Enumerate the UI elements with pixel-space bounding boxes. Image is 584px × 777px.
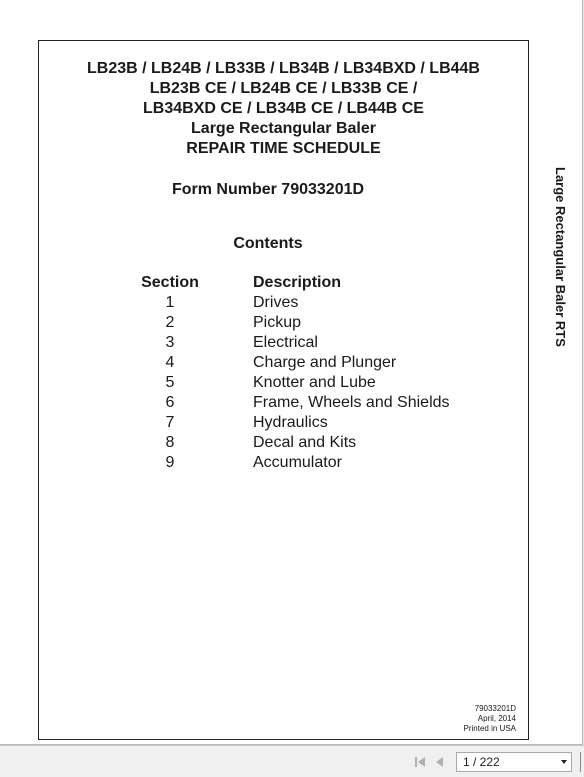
form-number: Form Number 79033201D (171, 181, 365, 198)
toc-section-description: Accumulator (253, 454, 342, 471)
toc-description-header: Description (253, 274, 342, 291)
toc-section-number: 5 (165, 374, 175, 391)
toc-row (130, 433, 490, 453)
first-page-icon[interactable] (412, 754, 428, 770)
title-line-product: Large Rectangular Baler (191, 120, 376, 137)
viewer-toolbar (0, 745, 584, 777)
toc-row (130, 293, 490, 313)
toc-section-number: 7 (165, 414, 175, 431)
spine-text: Large Rectangular Baler RTS (553, 167, 568, 347)
toc-section-description: Drives (253, 294, 299, 311)
toc-row (130, 313, 490, 333)
toc-section-number: 3 (165, 334, 175, 351)
toc-section-number: 4 (165, 354, 175, 371)
toc-section-number: 6 (165, 394, 175, 411)
title-line-models-3: LB34BXD CE / LB34B CE / LB44B CE (143, 100, 424, 117)
toc-section-description: Decal and Kits (253, 434, 357, 451)
toc-row (130, 393, 490, 413)
toc-section-description: Pickup (253, 314, 302, 331)
title-block (38, 59, 529, 159)
toc-header-row (130, 273, 490, 293)
toc-row (130, 453, 490, 473)
page-number-select[interactable] (456, 752, 572, 772)
footer-date: April, 2014 (477, 714, 516, 723)
page-indicator: 1 / 222 (463, 755, 500, 769)
page-footer (464, 704, 516, 734)
table-of-contents (130, 273, 490, 473)
title-line-models-1: LB23B / LB24B / LB33B / LB34B / LB34BXD / LB44B (87, 60, 480, 77)
contents-heading: Contents (233, 235, 303, 252)
toc-row (130, 373, 490, 393)
toc-row (130, 333, 490, 353)
chevron-down-icon (561, 760, 567, 764)
toc-section-number: 8 (165, 434, 175, 451)
spine-label (551, 167, 569, 347)
title-line-document-type: REPAIR TIME SCHEDULE (186, 140, 381, 157)
previous-page-icon[interactable] (432, 754, 448, 770)
footer-form-code: 79033201D (474, 704, 516, 713)
toc-row (130, 413, 490, 433)
toc-section-number: 9 (165, 454, 175, 471)
toc-section-header: Section (141, 274, 199, 291)
toc-section-description: Electrical (253, 334, 318, 351)
footer-printed: Printed in USA (463, 724, 516, 733)
toc-section-description: Charge and Plunger (253, 354, 397, 371)
toc-row (130, 353, 490, 373)
toc-section-description: Hydraulics (253, 414, 328, 431)
toolbar-separator (580, 752, 581, 772)
toc-section-number: 1 (165, 294, 175, 311)
title-line-models-2: LB23B CE / LB24B CE / LB33B CE / (149, 80, 418, 97)
toc-section-number: 2 (165, 314, 175, 331)
toc-section-description: Knotter and Lube (253, 374, 376, 391)
toc-section-description: Frame, Wheels and Shields (253, 394, 450, 411)
